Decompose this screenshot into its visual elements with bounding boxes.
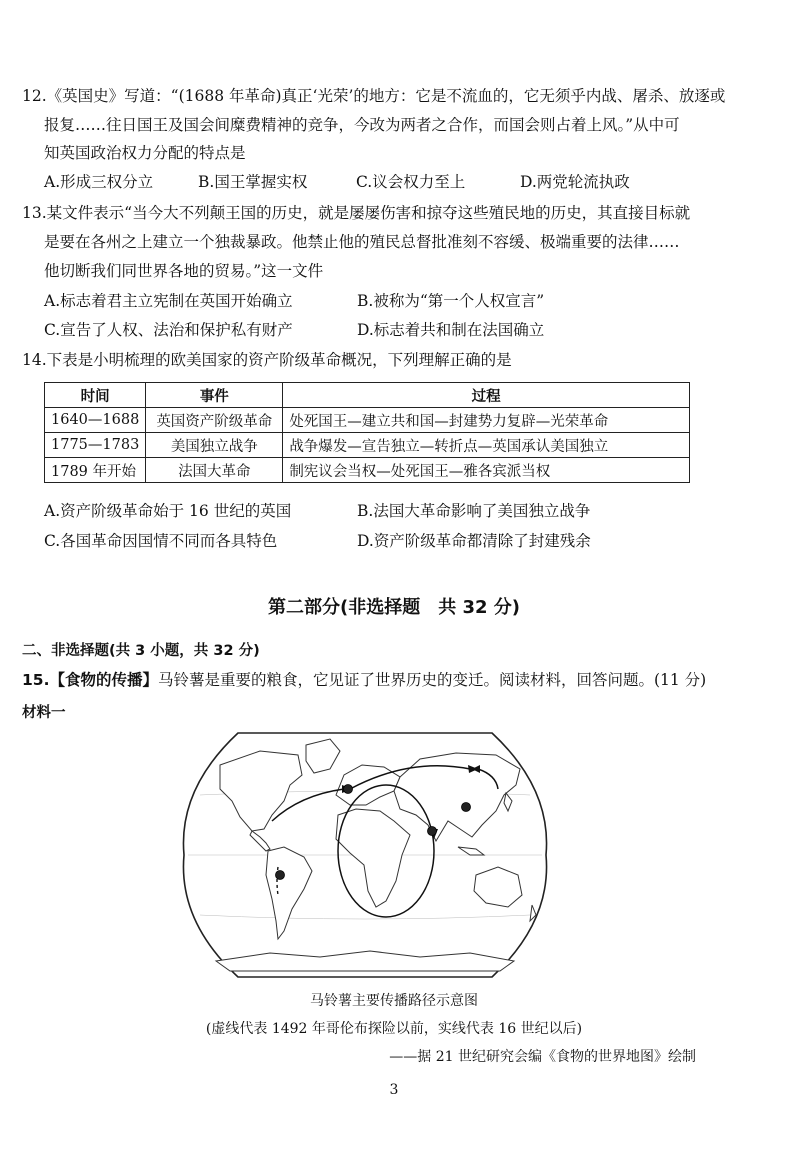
material-label: 材料一 bbox=[22, 705, 66, 721]
table-row bbox=[45, 433, 690, 458]
q14-line-1: 14.下表是小明梳理的欧美国家的资产阶级革命概况，下列理解正确的是 bbox=[22, 351, 512, 369]
table-cell-time: 1775—1783 bbox=[45, 433, 146, 458]
q12-option-d: D.两党轮流执政 bbox=[520, 173, 630, 191]
antarctica-shape bbox=[216, 951, 514, 971]
q13-option-a: A.标志着君主立宪制在英国开始确立 bbox=[44, 292, 293, 310]
table-cell-time: 1789 年开始 bbox=[45, 458, 146, 483]
q14-option-d: D.资产阶级革命都清除了封建残余 bbox=[357, 532, 591, 550]
table-cell-process: 制宪议会当权—处死国王—雅各宾派当权 bbox=[283, 458, 690, 483]
q13-option-b: B.被称为“第一个人权宣言” bbox=[357, 292, 545, 310]
table-header: 时间 bbox=[45, 383, 146, 408]
table-cell-event: 法国大革命 bbox=[146, 458, 283, 483]
table-cell-event: 英国资产阶级革命 bbox=[146, 408, 283, 433]
table-cell-process: 战争爆发—宣告独立—转折点—英国承认美国独立 bbox=[283, 433, 690, 458]
q13-line-1: 13.某文件表示“当今大不列颠王国的历史，就是屡屡伤害和掠夺这些殖民地的历史，其直接目标就 bbox=[22, 204, 691, 222]
map-caption: 马铃薯主要传播路径示意图 bbox=[310, 993, 478, 1009]
table-row bbox=[45, 408, 690, 433]
part-two-title: 第二部分(非选择题 共 32 分) bbox=[267, 597, 521, 618]
table-row bbox=[45, 458, 690, 483]
table-header: 过程 bbox=[283, 383, 690, 408]
page-number: 3 bbox=[389, 1082, 399, 1098]
q14-option-b: B.法国大革命影响了美国独立战争 bbox=[357, 502, 591, 520]
revolution-table bbox=[44, 382, 690, 483]
potato-marker-icon bbox=[276, 871, 285, 880]
q15-tag: 15.【食物的传播】 bbox=[22, 671, 158, 689]
table-cell-process: 处死国王—建立共和国—封建势力复辟—光荣革命 bbox=[283, 408, 690, 433]
map-source: ——据 21 世纪研究会编《食物的世界地图》绘制 bbox=[389, 1049, 696, 1065]
q12-option-c: C.议会权力至上 bbox=[356, 173, 466, 191]
q15-text: 马铃薯是重要的粮食，它见证了世界历史的变迁。阅读材料，回答问题。(11 分) bbox=[157, 671, 707, 689]
map-legend-note: (虚线代表 1492 年哥伦布探险以前，实线代表 16 世纪以后) bbox=[205, 1021, 583, 1037]
q15-stem bbox=[22, 670, 706, 690]
q14-option-a: A.资产阶级革命始于 16 世纪的英国 bbox=[44, 502, 292, 520]
q12-line-1: 12.《英国史》写道：“(1688 年革命)真正‘光荣’的地方：它是不流血的，它无须乎内战、屠杀、放逐或 bbox=[22, 87, 726, 105]
potato-route-map bbox=[180, 725, 550, 985]
q13-option-c: C.宣告了人权、法治和保护私有财产 bbox=[44, 321, 293, 339]
q14-option-c: C.各国革命因国情不同而各具特色 bbox=[44, 532, 278, 550]
q12-line-2: 报复……往日国王及国会间糜费精神的竞争，今改为两者之合作，而国会则占着上风。”从中可 bbox=[44, 116, 680, 134]
q13-option-d: D.标志着共和制在法国确立 bbox=[357, 321, 545, 339]
table-cell-event: 美国独立战争 bbox=[146, 433, 283, 458]
q12-line-3: 知英国政治权力分配的特点是 bbox=[44, 144, 246, 162]
q12-option-b: B.国王掌握实权 bbox=[198, 173, 308, 191]
q12-option-a: A.形成三权分立 bbox=[44, 173, 154, 191]
q13-line-2: 是要在各州之上建立一个独裁暴政。他禁止他的殖民总督批准刻不容缓、极端重要的法律…… bbox=[44, 233, 680, 251]
table-cell-time: 1640—1688 bbox=[45, 408, 146, 433]
potato-marker-icon bbox=[344, 785, 353, 794]
table-header-row bbox=[45, 383, 690, 408]
potato-marker-icon bbox=[462, 803, 471, 812]
potato-marker-icon bbox=[428, 827, 437, 836]
q13-line-3: 他切断我们同世界各地的贸易。”这一文件 bbox=[44, 262, 324, 280]
section-heading: 二、非选择题(共 3 小题，共 32 分) bbox=[22, 643, 260, 659]
table-header: 事件 bbox=[146, 383, 283, 408]
